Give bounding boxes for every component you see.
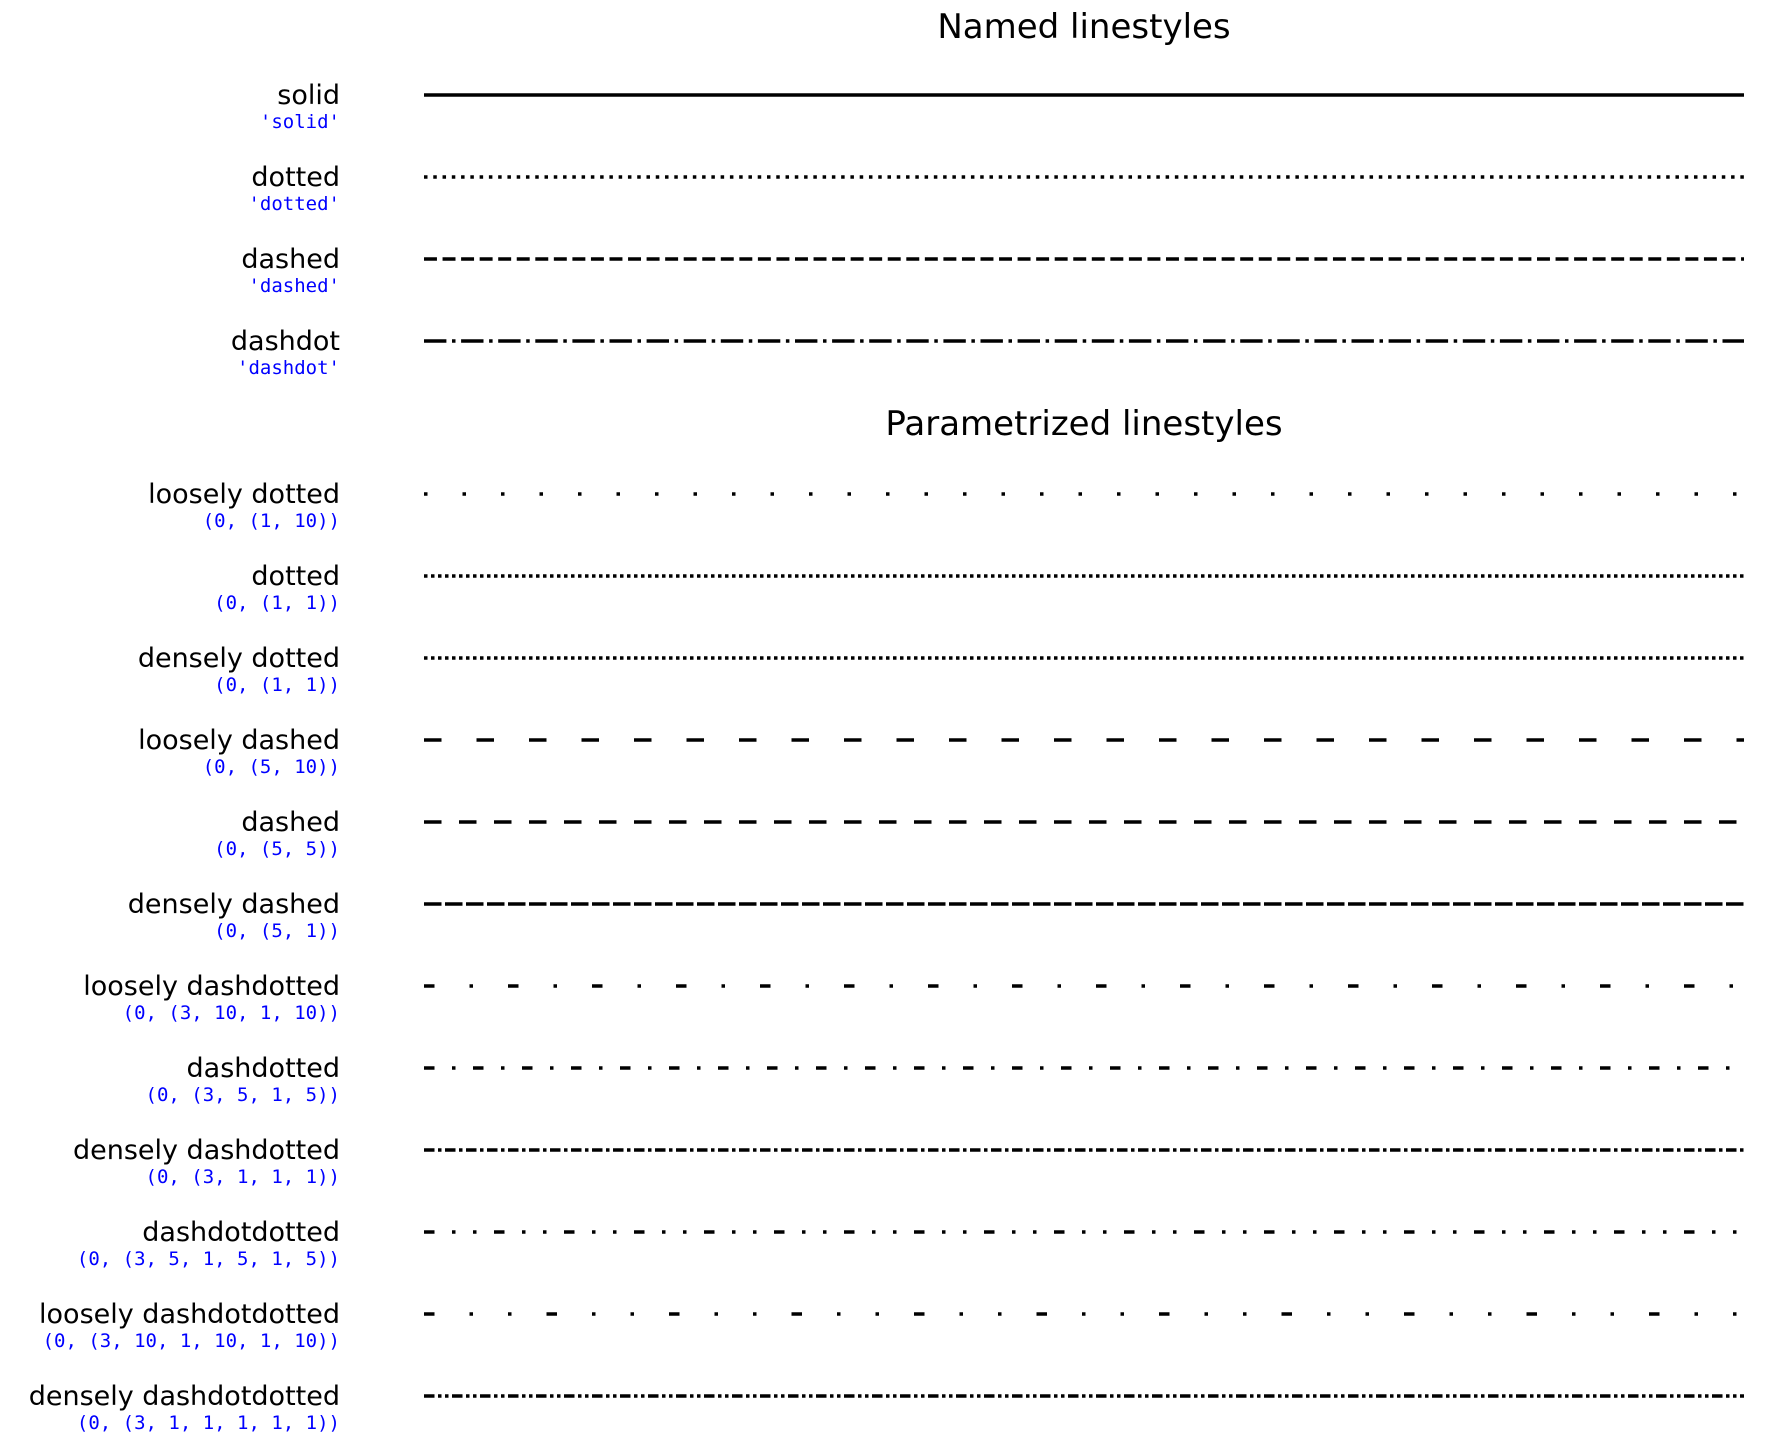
linestyle-code-dotted: (0, (1, 1)) <box>214 592 340 614</box>
linestyle-code-densely-dotted: (0, (1, 1)) <box>214 674 340 696</box>
linestyle-code-dashdot: 'dashdot' <box>237 357 340 379</box>
linestyle-code-dashdotted: (0, (3, 5, 1, 5)) <box>145 1084 340 1106</box>
linestyle-label-densely-dashdotdotted: densely dashdotdotted <box>28 1381 340 1412</box>
linestyle-code-solid: 'solid' <box>259 111 340 133</box>
linestyle-label-densely-dashed: densely dashed <box>127 889 340 920</box>
linestyle-label-dashed: dashed <box>241 807 340 838</box>
linestyle-label-dashdotdotted: dashdotdotted <box>142 1217 340 1248</box>
parametrized-linestyles-title: Parametrized linestyles <box>885 404 1283 444</box>
parametrized-linestyles-panel <box>29 479 1744 1434</box>
linestyle-label-solid: solid <box>277 80 340 111</box>
linestyle-code-dashdotdotted: (0, (3, 5, 1, 5, 1, 5)) <box>76 1248 340 1270</box>
linestyle-label-dashdot: dashdot <box>230 326 340 357</box>
linestyle-label-dotted: dotted <box>251 561 340 592</box>
linestyle-code-loosely-dotted: (0, (1, 10)) <box>202 510 340 532</box>
linestyle-label-loosely-dotted: loosely dotted <box>148 479 340 510</box>
linestyle-code-loosely-dashdotdotted: (0, (3, 10, 1, 10, 1, 10)) <box>42 1330 340 1352</box>
linestyle-label-dotted: dotted <box>251 162 340 193</box>
linestyle-code-dashed: 'dashed' <box>248 275 340 297</box>
linestyle-label-dashed: dashed <box>241 244 340 275</box>
linestyle-code-densely-dashdotdotted: (0, (3, 1, 1, 1, 1, 1)) <box>76 1412 340 1434</box>
linestyle-code-loosely-dashed: (0, (5, 10)) <box>202 756 340 778</box>
named-linestyles-title: Named linestyles <box>937 7 1231 47</box>
linestyle-code-dashed: (0, (5, 5)) <box>214 838 340 860</box>
linestyle-label-loosely-dashed: loosely dashed <box>138 725 340 756</box>
linestyle-code-loosely-dashdotted: (0, (3, 10, 1, 10)) <box>122 1002 340 1024</box>
linestyle-label-densely-dotted: densely dotted <box>137 643 340 674</box>
linestyle-label-loosely-dashdotted: loosely dashdotted <box>83 971 340 1002</box>
linestyle-label-loosely-dashdotdotted: loosely dashdotdotted <box>39 1299 340 1330</box>
named-linestyles-panel <box>231 80 1744 379</box>
linestyle-label-dashdotted: dashdotted <box>186 1053 340 1084</box>
linestyle-code-densely-dashed: (0, (5, 1)) <box>214 920 340 942</box>
linestyle-label-densely-dashdotted: densely dashdotted <box>72 1135 340 1166</box>
linestyle-code-densely-dashdotted: (0, (3, 1, 1, 1)) <box>145 1166 340 1188</box>
linestyle-code-dotted: 'dotted' <box>248 193 340 215</box>
